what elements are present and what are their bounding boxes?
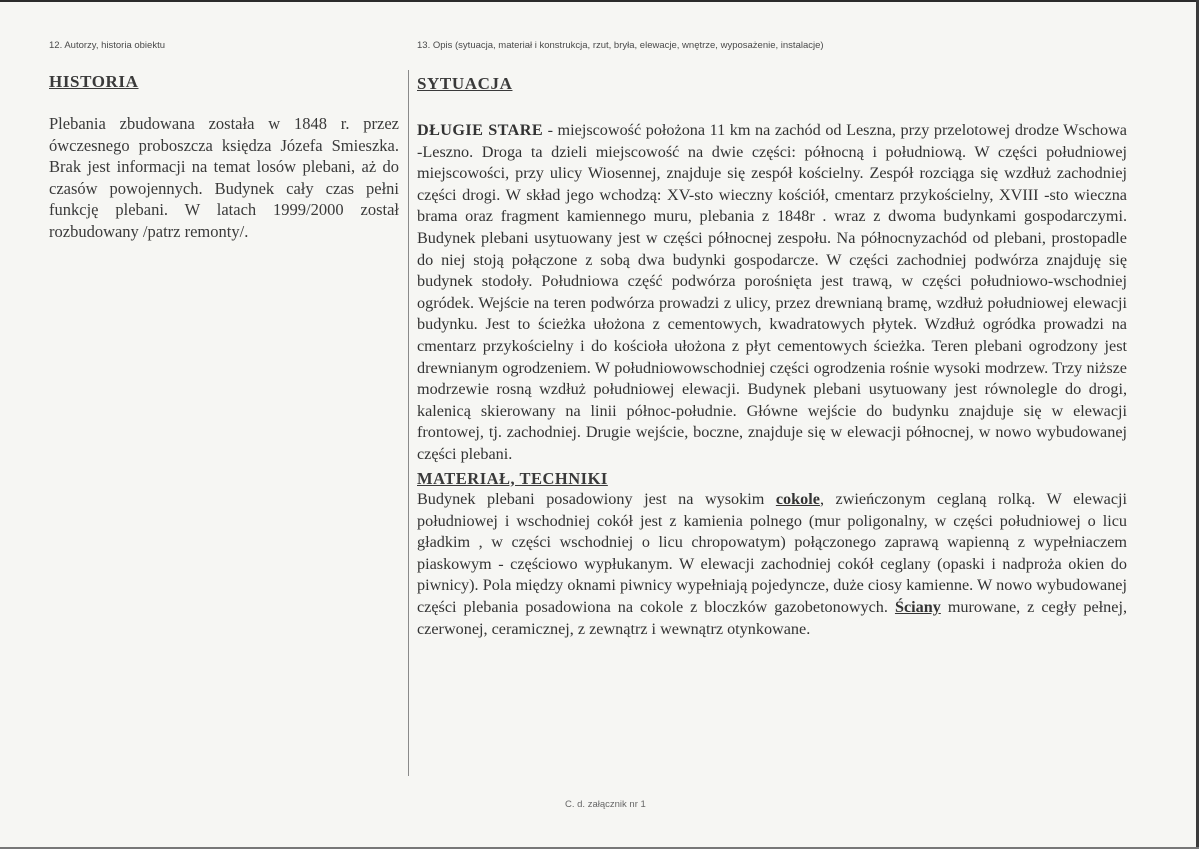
- term-cokol: cokole: [775, 490, 820, 509]
- column-divider: [408, 70, 409, 776]
- historia-text: Plebania zbudowana została w 1848 r. przez ówczesnego proboszcza księdza Józefa Smieszka. Brak jest informacji na temat losów plebani, aż do czasów powojennych. Budynek cały czas pełni funkcję plebani. W latach 1999/2000 został rozbudowany /patrz remonty/.: [49, 114, 399, 241]
- material-text-1: Budynek plebani posadowiony jest na wysokim: [417, 490, 776, 509]
- material-heading: MATERIAŁ, TECHNIKI: [417, 468, 608, 488]
- location-name: DŁUGIE STARE: [417, 121, 544, 139]
- term-sciany: Ściany: [894, 598, 941, 617]
- section-12-label: 12. Autorzy, historia obiektu: [49, 40, 165, 51]
- section-13-label: 13. Opis (sytuacja, materiał i konstrukcja, rzut, bryła, elewacje, wnętrze, wyposażenie, instalacje): [417, 40, 824, 51]
- footer-note: C. d. załącznik nr 1: [565, 799, 646, 810]
- historia-heading: HISTORIA: [49, 72, 139, 91]
- sytuacja-text: - miejscowość położona 11 km na zachód od Leszna, przy przelotowej drodze Wschowa -Leszno. Droga ta dzieli miejscowość na dwie części: północną i południową. W części południowej miejscowości, przy ulicy Wiosennej, znajduje się zespół kościelny. Zespół rozciąga się wzdłuż zachodniej części drogi. W skład jego wchodzą: XV-sto wieczny kościół, cmentarz przykościelny, XVIII -sto wieczna brama oraz fragment kamiennego muru, plebania z 1848r . wraz z dwoma budynkami gospodarczymi. Budynek plebani usytuowany jest w części północnej zespołu. Na północnyzachód od plebani, prostopadle do niej stoją połączone z sobą dwa budynki gospodarcze. W części zachodniej podwórza znajduję się budynek stodoły. Południowa część podwórza porośnięta jest trawą, w części południowo-wschodniej ogródek. Wejście na teren podwórza prowadzi z ulicy, przez drewnianą bramę, wzdłuż południowej elewacji budynku. Jest to ścieżka ułożona z cementowych, kwadratowych płytek. Wzdłuż ogródka prowadzi na cmentarz przykościelny i do kościoła ułożona z płyt cementowych ścieżka. Teren plebani ogrodzony jest drewnianym ogrodzeniem. W południowowschodniej części ogrodzenia rośnie wysoki modrzew. Trzy niższe modrzewie rosną wzdłuż południowej elewacji. Budynek plebani usytuowany jest równolegle do drogi, kalenicą skierowany na linii północ-południe. Główne wejście do budynku znajduje się w elewacji frontowej, tj. zachodniej. Drugie wejście, boczne, znajduje się w elewacji północnej, w nowo wybudowanej części plebani.: [417, 121, 1127, 463]
- material-text-3: murowane, z cegły pełnej, czerwonej, ceramicznej, z zewnątrz i wewnątrz otynkowane.: [417, 598, 1127, 638]
- description-body: [417, 120, 1127, 640]
- sytuacja-heading: SYTUACJA: [417, 74, 513, 93]
- material-text-2: , zwieńczonym ceglaną rolką. W elewacji południowej i wschodniej cokół jest z kamienia polnego (mur poligonalny, w części południowej o licu gładkim , w części wschodniej o licu chropowatym) połączonego zaprawą wapienną z wypełniaczem piaskowym - częściowo wypłukanym. W elewacji zachodniej cokół ceglany (opaski i nadproża okien do piwnicy). Pola między oknami piwnicy wypełniają pojedyncze, duże ciosy kamienne. W nowo wybudowanej części plebania posadowiona na cokole z bloczków gazobetonowych.: [417, 490, 1127, 617]
- sytuacja-paragraph: [417, 120, 1127, 466]
- page-top-edge: [0, 0, 1199, 2]
- material-paragraph: [417, 489, 1127, 640]
